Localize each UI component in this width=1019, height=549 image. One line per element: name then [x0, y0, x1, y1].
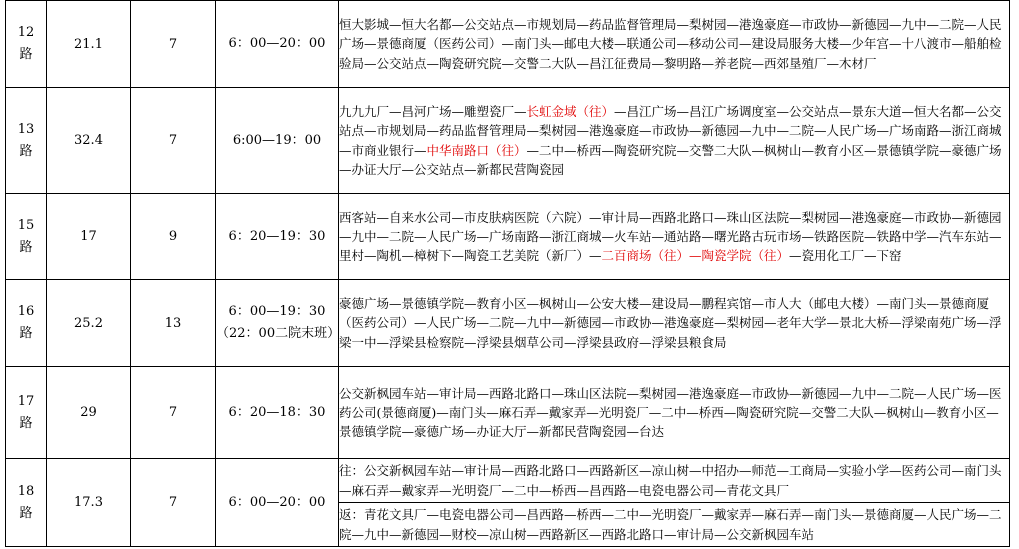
route-length: 32.4	[47, 88, 131, 194]
service-hours-main: 6：20—18：30	[228, 404, 326, 420]
route-number-cell	[6, 459, 47, 547]
service-hours	[216, 88, 339, 194]
vehicle-count: 13	[131, 280, 216, 367]
route-number-cell	[6, 280, 47, 367]
table-row	[6, 459, 1010, 503]
route-length: 25.2	[47, 280, 131, 367]
vehicle-count: 7	[131, 459, 216, 547]
route-length: 29	[47, 367, 131, 459]
route-suffix: 路	[19, 326, 33, 341]
stop-sequence: —二中—桥西—陶瓷研究院—交警二大队—枫树山—教育小区—景德镇学院—豪德广场—办证大厅—公交站点—新都民营陶瓷园	[339, 142, 1002, 177]
route-stops-outbound: 往：公交新枫园车站—审计局—西路北路口—西路新区—凉山树—中招办—师范—工商局—实验小学—医药公司—南门头—麻石弄—戴家弄—光明瓷厂—二中—桥西—昌西路—电瓷电器公司—青花文具厂	[339, 459, 1010, 503]
route-stops	[339, 88, 1010, 194]
service-hours-main: 6：00—20：00	[228, 494, 326, 510]
route-number: 12	[17, 25, 35, 40]
route-number: 16	[17, 304, 35, 319]
route-length: 17	[47, 194, 131, 280]
stop-sequence: 西客站—自来水公司—市皮肤病医院（六院）—审计局—西路北路口—珠山区法院—梨树园—港逸豪庭—市政协—新德园—九中—二院—人民广场—广场南路—浙江商城—火车站—通站路—曙光路古玩市场—铁路医院—铁路中学—汽车东站—里村—陶机—樟树下—陶瓷工艺美院（新厂）—	[339, 209, 1002, 264]
table-row	[6, 194, 1010, 280]
service-hours-main: 6：20—19：30	[228, 228, 326, 244]
route-stops-return: 返：青花文具厂—电瓷电器公司—昌西路—桥西—二中—光明瓷厂—戴家弄—麻石弄—南门头—景德商厦—人民广场—二院—九中—新德园—财校—凉山树—西路新区—西路北路口—审计局—公交新枫园车站	[339, 503, 1010, 547]
route-stops	[339, 194, 1010, 280]
route-length: 21.1	[47, 1, 131, 88]
route-number: 13	[17, 121, 35, 137]
route-stops	[339, 1, 1010, 88]
route-suffix: 路	[19, 505, 33, 521]
stop-sequence: —瓷用化工厂—下窑	[789, 248, 902, 264]
bus-route-table	[5, 0, 1010, 547]
stop-sequence: 公交新枫园车站—审计局—西路北路口—珠山区法院—梨树园—港逸豪庭—市政协—新德园—九中—二院—人民广场—医药公司(景德商厦)—南门头—麻石弄—戴家弄—光明瓷厂—二中—桥西—陶瓷研究院—交警二大队—枫树山—教育小区—景德镇学院—豪德广场—办证大厅—新都民营陶瓷园—台达	[339, 385, 1002, 440]
route-suffix: 路	[19, 239, 33, 255]
route-number: 17	[17, 393, 35, 409]
service-hours-main: 6:00—19：00	[232, 132, 322, 148]
service-hours-main: 6：00—19：30	[228, 304, 326, 319]
highlighted-stop: 中华南路口（往）	[426, 142, 527, 158]
stop-sequence: 九九九厂—昌河广场—雕塑瓷厂—	[339, 103, 527, 119]
table-row	[6, 88, 1010, 194]
route-number: 18	[17, 483, 35, 499]
service-hours	[216, 367, 339, 459]
route-number: 15	[17, 217, 35, 233]
service-hours	[216, 459, 339, 547]
route-stops	[339, 280, 1010, 367]
table-row	[6, 367, 1010, 459]
vehicle-count: 9	[131, 194, 216, 280]
route-length: 17.3	[47, 459, 131, 547]
service-hours	[216, 280, 339, 367]
route-suffix: 路	[19, 143, 33, 159]
stop-sequence: —昌江广场—昌江广场调度室—公交站点—景东大道—恒大名都—公交站点—市规划局—药品监督管理局—梨树园—港逸豪庭—市政协—新德园—九中—二院—人民广场—广场南路—浙江商城—市商业银行—	[339, 103, 1002, 158]
table-row	[6, 1, 1010, 88]
route-number-cell	[6, 367, 47, 459]
service-hours	[216, 194, 339, 280]
route-suffix: 路	[19, 47, 33, 62]
route-number-cell	[6, 194, 47, 280]
route-number-cell	[6, 88, 47, 194]
vehicle-count: 7	[131, 367, 216, 459]
route-suffix: 路	[19, 415, 33, 431]
highlighted-stop: 二百商场（往）—陶瓷学院（往）	[601, 248, 790, 264]
route-number-cell	[6, 1, 47, 88]
service-hours	[216, 1, 339, 88]
table-row	[6, 280, 1010, 367]
stop-sequence: 豪德广场—景德镇学院—教育小区—枫树山—公安大楼—建设局—鹏程宾馆—市人大（邮电大楼）—南门头—景德商厦（医药公司）—人民广场—二院—九中—新德园—市政协—港逸豪庭—梨树园—老年大学—景北大桥—浮梁南苑广场—浮梁一中—浮梁县检察院—浮梁县烟草公司—浮梁县政府—浮梁县粮食局	[339, 296, 1002, 350]
service-hours-note: （22：00二院末班）	[216, 326, 341, 341]
vehicle-count: 7	[131, 1, 216, 88]
stop-sequence: 恒大影城—恒大名都—公交站点—市规划局—药品监督管理局—梨树园—港逸豪庭—市政协—新德园—九中—二院—人民广场—景德商厦（医药公司）—南门头—邮电大楼—联通公司—移动公司—建设局服务大楼—少年宫—十八渡市—船舶检验局—公交站点—陶瓷研究院—交警二大队—昌江征费局—黎明路—养老院—西郊垦殖厂—木材厂	[339, 17, 1002, 71]
highlighted-stop: 长虹金域（往）	[526, 103, 615, 119]
vehicle-count: 7	[131, 88, 216, 194]
service-hours-main: 6：00—20：00	[228, 36, 326, 51]
route-stops	[339, 367, 1010, 459]
